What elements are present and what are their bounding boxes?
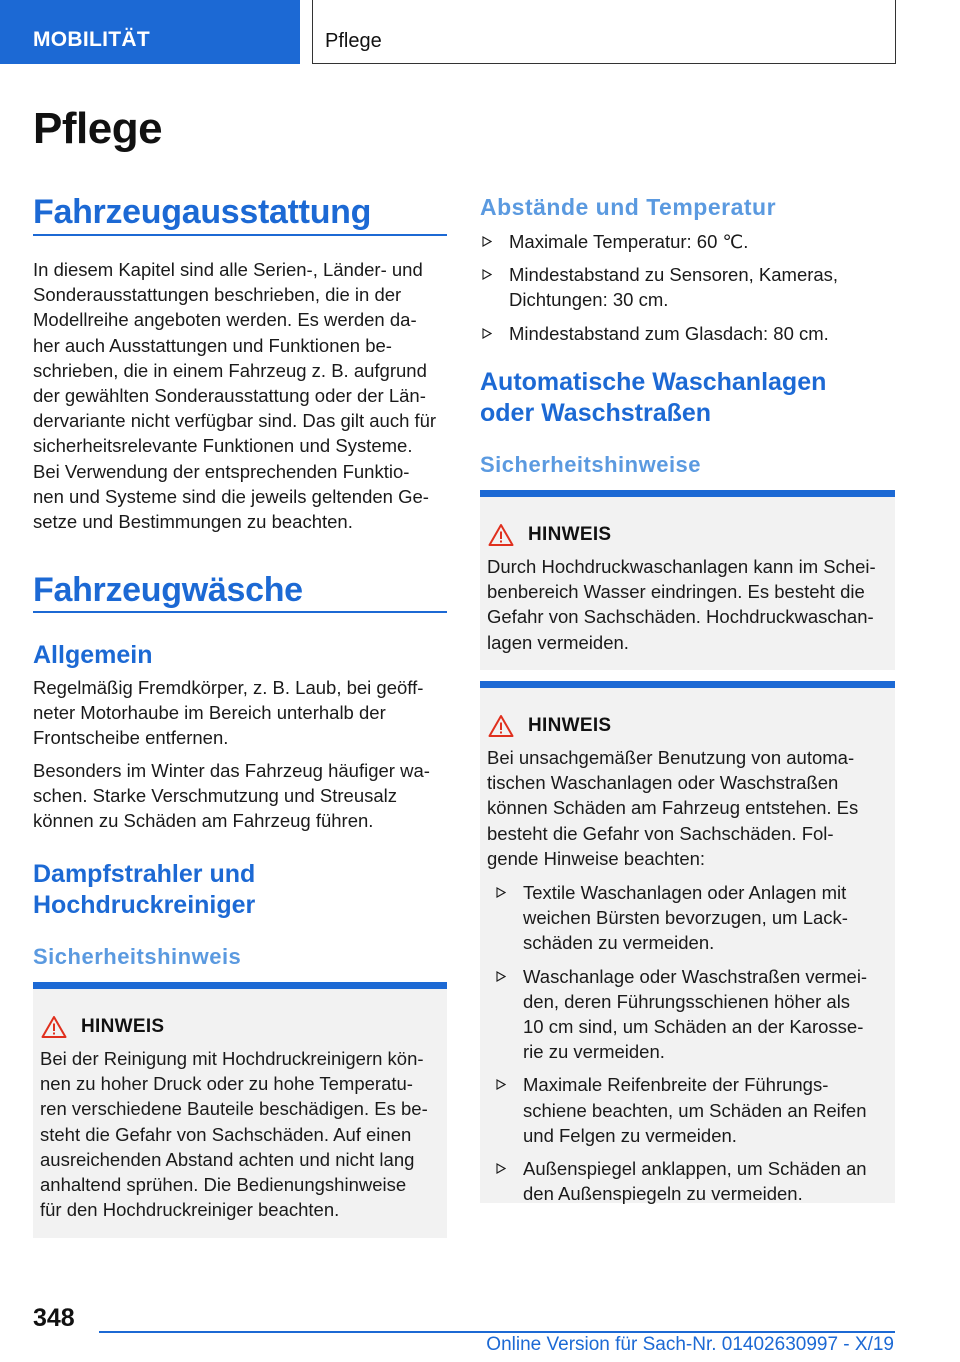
text-line: neter Motorhaube im Bereich unterhalb der (33, 702, 386, 724)
list-abstaende (480, 229, 895, 354)
text-line: nen und Systeme sind die jeweils geltenden Ge- (33, 485, 429, 507)
heading-fahrzeugwaesche: Fahrzeugwäsche (33, 571, 303, 609)
text-line: Besonders im Winter das Fahrzeug häufiger wa- (33, 760, 430, 781)
text-line: ausreichenden Abstand achten und nicht lang (40, 1148, 415, 1170)
text-line: den Außenspiegeln zu vermeiden. (523, 1183, 803, 1205)
triangle-bullet-icon (496, 1079, 506, 1090)
warning-triangle-icon (41, 1015, 67, 1039)
text-line: setze und Bestimmungen zu beachten. (33, 511, 353, 533)
heading-line: Hochdruckreiniger (33, 891, 256, 919)
text-line: Mindestabstand zum Glasdach: 80 cm. (509, 322, 829, 344)
notice-header (488, 714, 611, 738)
paragraph-allgemein-2 (33, 758, 430, 834)
text-line: weichen Bürsten bevorzugen, um Lack- (523, 907, 848, 929)
section-label: MOBILITÄT (33, 28, 151, 51)
heading-rule (33, 234, 447, 236)
text-line: können Schäden am Fahrzeug entstehen. Es (487, 797, 859, 819)
heading-sicherheitshinweise: Sicherheitshinweise (480, 452, 702, 477)
text-line: benbereich Wasser eindringen. Es besteht die (487, 581, 865, 603)
notice-label: HINWEIS (81, 1016, 165, 1037)
triangle-bullet-icon (482, 236, 492, 247)
text-line: lagen vermeiden. (487, 631, 629, 653)
text-line: rie zu vermeiden. (523, 1041, 665, 1063)
text-line: dervariante nicht verfügbar sind. Das gilt auch für (33, 410, 437, 432)
text-line: Dichtungen: 30 cm. (509, 289, 669, 311)
paragraph-allgemein-1 (33, 675, 423, 751)
section-tab (0, 0, 300, 64)
text-line: schen. Starke Verschmutzung und Streusalz (33, 785, 398, 807)
text-line: Frontscheibe entfernen. (33, 727, 229, 749)
text-line: sicherheitsrelevante Funktionen und Systeme. (33, 435, 413, 457)
footer-version-text: Online Version für Sach-Nr. 01402630997 - X/19 (486, 1334, 894, 1355)
text-line: Sonderausstattungen beschrieben, die in der (33, 284, 402, 306)
heading-line: oder Waschstraßen (480, 399, 712, 427)
text-line: ren verschiedene Bauteile beschädigen. Es be- (40, 1098, 428, 1120)
text-line: Textile Waschanlagen oder Anlagen mit (523, 882, 847, 903)
text-line: Bei der Reinigung mit Hochdruckreinigern kön- (40, 1048, 424, 1069)
chapter-title: Pflege (325, 30, 382, 52)
text-line: Durch Hochdruckwaschanlagen kann im Schei- (487, 556, 876, 577)
text-line: Waschanlage oder Waschstraßen vermei- (523, 965, 868, 987)
list-item (480, 229, 895, 254)
text-line: tischen Waschanlagen oder Waschstraßen (487, 772, 839, 794)
list-item (494, 1156, 889, 1206)
text-line: Außenspiegel anklappen, um Schäden an (523, 1158, 867, 1180)
notice-box-1 (480, 490, 895, 670)
text-line: her auch Ausstattungen und Funktionen be- (33, 334, 392, 356)
text-line: für den Hochdruckreiniger beachten. (40, 1199, 340, 1221)
text-line: Maximale Reifenbreite der Führungs- (523, 1074, 829, 1096)
text-line: schiene beachten, um Schäden an Reifen (523, 1099, 867, 1121)
text-line: können zu Schäden am Fahrzeug führen. (33, 810, 374, 832)
notice-list (494, 880, 889, 1214)
triangle-bullet-icon (496, 887, 506, 898)
heading-line: Dampfstrahler und (33, 860, 256, 888)
text-line: Bei Verwendung der entsprechenden Funktio- (33, 460, 410, 482)
list-item (494, 964, 889, 1065)
notice-box-2 (480, 681, 895, 1203)
list-item (480, 321, 895, 346)
heading-rule (33, 611, 447, 613)
list-item (480, 262, 895, 312)
page-number: 348 (33, 1304, 75, 1332)
chapter-header (312, 0, 896, 64)
text-line: Bei unsachgemäßer Benutzung von automa- (487, 747, 855, 768)
list-item (494, 880, 889, 956)
heading-abstaende: Abstände und Temperatur (480, 194, 777, 220)
heading-sicherheitshinweis: Sicherheitshinweis (33, 944, 242, 969)
text-line: steht die Gefahr von Sachschäden. Auf einen (40, 1123, 412, 1145)
notice-header (41, 1015, 164, 1039)
list-item (494, 1072, 889, 1148)
text-line: In diesem Kapitel sind alle Serien-, Länder- und (33, 259, 423, 280)
text-line: anhaltend sprühen. Die Bedienungshinweise (40, 1174, 407, 1196)
page-title: Pflege (33, 104, 163, 153)
text-line: Modellreihe angeboten werden. Es werden da- (33, 309, 417, 331)
text-line: Mindestabstand zu Sensoren, Kameras, (509, 264, 839, 286)
heading-fahrzeugausstattung: Fahrzeugausstattung (33, 193, 372, 231)
triangle-bullet-icon (496, 971, 506, 982)
text-line: Regelmäßig Fremdkörper, z. B. Laub, bei geöff- (33, 677, 424, 698)
triangle-bullet-icon (482, 269, 492, 280)
triangle-bullet-icon (496, 1163, 506, 1174)
notice-text (487, 745, 858, 871)
warning-triangle-icon (488, 523, 514, 547)
text-line: den, deren Führungsschienen höher als (523, 990, 851, 1012)
heading-automatische-waschanlagen (480, 367, 826, 429)
paragraph-ausstattung (33, 257, 436, 534)
text-line: nen zu hoher Druck oder zu hohe Temperatu- (40, 1073, 413, 1095)
footer-rule (99, 1331, 895, 1333)
text-line: und Felgen zu vermeiden. (523, 1124, 737, 1146)
notice-box (33, 982, 447, 1238)
notice-text (487, 554, 876, 655)
notice-text (40, 1046, 428, 1222)
notice-label: HINWEIS (528, 715, 612, 736)
text-line: Maximale Temperatur: 60 ℃. (509, 231, 749, 252)
text-line: Gefahr von Sachschäden. Hochdruckwaschan- (487, 606, 874, 628)
notice-header (488, 523, 611, 547)
heading-allgemein: Allgemein (33, 641, 153, 669)
heading-dampfstrahler (33, 859, 255, 921)
warning-triangle-icon (488, 714, 514, 738)
notice-label: HINWEIS (528, 524, 612, 545)
triangle-bullet-icon (482, 328, 492, 339)
text-line: der gewählten Sonderausstattung oder der Län- (33, 385, 426, 407)
text-line: schrieben, die in einem Fahrzeug z. B. aufgrund (33, 359, 427, 381)
text-line: besteht die Gefahr von Sachschäden. Fol- (487, 822, 834, 844)
text-line: schäden zu vermeiden. (523, 932, 715, 954)
heading-line: Automatische Waschanlagen (480, 368, 827, 396)
text-line: gende Hinweise beachten: (487, 847, 706, 869)
text-line: 10 cm sind, um Schäden an der Karosse- (523, 1016, 864, 1038)
